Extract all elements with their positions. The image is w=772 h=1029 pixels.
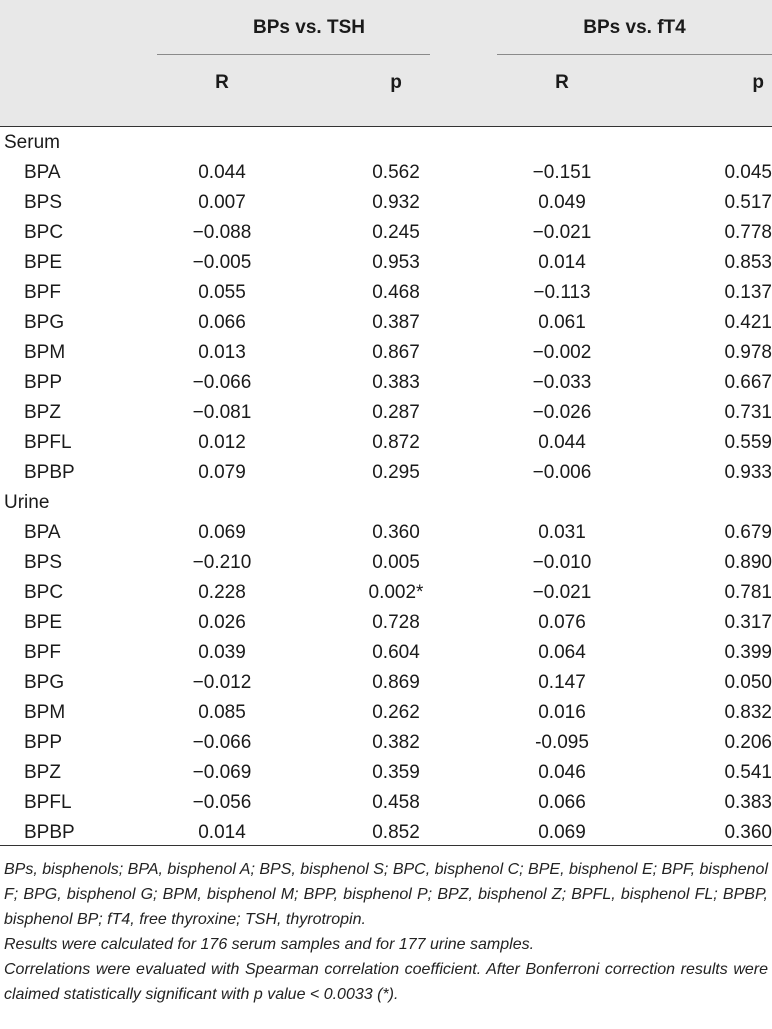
table-row — [0, 698, 772, 728]
ft4-r-value: −0.021 — [532, 222, 592, 243]
bisphenol-name: BPP — [24, 732, 63, 753]
bisphenol-name: BPG — [24, 672, 65, 693]
tsh-p-value: 0.387 — [372, 312, 420, 333]
tsh-r-value: −0.005 — [192, 252, 252, 273]
ft4-r-value: 0.061 — [538, 312, 586, 333]
tsh-p-value: 0.245 — [372, 222, 420, 243]
ft4-p-value: 0.890 — [724, 552, 772, 573]
bisphenol-name: BPE — [24, 252, 63, 273]
ft4-p-value: 0.853 — [724, 252, 772, 273]
table-row — [0, 188, 772, 218]
col-header-r-ft4: R — [555, 72, 569, 93]
bisphenol-name: BPS — [24, 552, 63, 573]
header-rule — [0, 126, 772, 127]
ft4-p-value: 0.978 — [724, 342, 772, 363]
ft4-r-value: −0.021 — [532, 582, 592, 603]
footnote-abbreviations: BPs, bisphenols; BPA, bisphenol A; BPS, bisphenol S; BPC, bisphenol C; BPE, bisphenol E; BPF, bisphenol F; BPG, bisphenol G; BPM, bisphenol M; BPP, bisphenol P; BPZ, bisphenol Z; BPFL, bisphenol FL; BPBP, bisphenol BP; fT4, free thyroxine; TSH, thyrotropin. — [4, 861, 768, 928]
col-header-p-ft4: p — [752, 72, 764, 93]
section-row — [0, 488, 772, 518]
table-row — [0, 338, 772, 368]
col-header-p-tsh: p — [390, 72, 402, 93]
table-row — [0, 668, 772, 698]
table-row — [0, 608, 772, 638]
ft4-p-value: 0.399 — [724, 642, 772, 663]
ft4-p-value: 0.317 — [724, 612, 772, 633]
tsh-p-value: 0.295 — [372, 462, 420, 483]
bisphenol-name: BPC — [24, 222, 64, 243]
group-header-tsh: BPs vs. TSH — [253, 17, 365, 38]
tsh-r-value: 0.012 — [198, 432, 246, 453]
ft4-r-value: −0.010 — [532, 552, 592, 573]
tsh-p-value: 0.468 — [372, 282, 420, 303]
ft4-p-value: 0.541 — [724, 762, 772, 783]
bisphenol-name: BPS — [24, 192, 63, 213]
table-row — [0, 638, 772, 668]
ft4-p-value: 0.731 — [724, 402, 772, 423]
bisphenol-name: BPBP — [24, 462, 75, 483]
tsh-r-value: 0.228 — [198, 582, 246, 603]
tsh-r-value: −0.088 — [192, 222, 252, 243]
table-row — [0, 308, 772, 338]
tsh-p-value: 0.869 — [372, 672, 420, 693]
footnote-methods: Correlations were evaluated with Spearman correlation coefficient. After Bonferroni correction results were claimed statistically significant with p value < 0.0033 (*). — [4, 961, 768, 1003]
tsh-r-value: −0.081 — [192, 402, 252, 423]
tsh-r-value: −0.210 — [192, 552, 252, 573]
ft4-p-value: 0.050 — [724, 672, 772, 693]
ft4-r-value: −0.033 — [532, 372, 592, 393]
table-row — [0, 788, 772, 818]
tsh-r-value: 0.007 — [198, 192, 246, 213]
ft4-r-value: −0.002 — [532, 342, 592, 363]
table-row — [0, 428, 772, 458]
tsh-r-value: 0.044 — [198, 162, 246, 183]
ft4-p-value: 0.517 — [724, 192, 772, 213]
ft4-r-value: 0.031 — [538, 522, 586, 543]
bisphenol-name: BPA — [24, 522, 61, 543]
ft4-p-value: 0.667 — [724, 372, 772, 393]
group-underline-ft4 — [497, 54, 772, 55]
ft4-r-value: 0.147 — [538, 672, 586, 693]
footnote-sample-size: Results were calculated for 176 serum samples and for 177 urine samples. — [4, 936, 535, 953]
bisphenol-name: BPBP — [24, 822, 75, 843]
tsh-r-value: 0.039 — [198, 642, 246, 663]
ft4-p-value: 0.679 — [724, 522, 772, 543]
ft4-r-value: 0.046 — [538, 762, 586, 783]
tsh-p-value: 0.382 — [372, 732, 420, 753]
ft4-r-value: −0.026 — [532, 402, 592, 423]
bisphenol-name: BPF — [24, 642, 61, 663]
tsh-r-value: −0.066 — [192, 372, 252, 393]
tsh-p-value: 0.360 — [372, 522, 420, 543]
ft4-p-value: 0.832 — [724, 702, 772, 723]
bisphenol-name: BPE — [24, 612, 63, 633]
ft4-r-value: 0.049 — [538, 192, 586, 213]
tsh-p-value: 0.867 — [372, 342, 420, 363]
table-row — [0, 158, 772, 188]
ft4-r-value: 0.014 — [538, 252, 586, 273]
col-header-r-tsh: R — [215, 72, 229, 93]
tsh-p-value: 0.953 — [372, 252, 420, 273]
table-row — [0, 398, 772, 428]
bisphenol-name: BPZ — [24, 402, 61, 423]
section-row — [0, 128, 772, 158]
table-row — [0, 548, 772, 578]
group-underline-tsh — [157, 54, 430, 55]
table-row — [0, 518, 772, 548]
tsh-r-value: 0.013 — [198, 342, 246, 363]
ft4-r-value: −0.113 — [533, 282, 591, 303]
table-row — [0, 248, 772, 278]
ft4-r-value: 0.069 — [538, 822, 586, 843]
tsh-p-value: 0.262 — [372, 702, 420, 723]
ft4-p-value: 0.559 — [724, 432, 772, 453]
ft4-p-value: 0.421 — [724, 312, 772, 333]
bisphenol-name: BPZ — [24, 762, 61, 783]
bisphenol-name: BPM — [24, 342, 66, 363]
table-row — [0, 578, 772, 608]
ft4-r-value: −0.151 — [532, 162, 592, 183]
ft4-p-value: 0.045 — [724, 162, 772, 183]
tsh-p-value: 0.872 — [372, 432, 420, 453]
ft4-r-value: 0.076 — [538, 612, 586, 633]
tsh-p-value: 0.852 — [372, 822, 420, 843]
table-bottom-rule — [0, 845, 772, 846]
section-label: Serum — [4, 132, 60, 153]
tsh-r-value: 0.014 — [198, 822, 246, 843]
ft4-p-value: 0.360 — [724, 822, 772, 843]
ft4-r-value: -0.095 — [535, 732, 589, 753]
ft4-p-value: 0.137 — [724, 282, 772, 303]
tsh-r-value: 0.026 — [198, 612, 246, 633]
ft4-r-value: 0.016 — [538, 702, 586, 723]
tsh-r-value: −0.066 — [192, 732, 252, 753]
tsh-p-value: 0.604 — [372, 642, 420, 663]
tsh-r-value: 0.055 — [198, 282, 246, 303]
tsh-p-value: 0.383 — [372, 372, 420, 393]
tsh-p-value: 0.458 — [372, 792, 420, 813]
table-row — [0, 458, 772, 488]
tsh-p-value: 0.005 — [372, 552, 420, 573]
tsh-p-value: 0.359 — [372, 762, 420, 783]
tsh-p-value: 0.932 — [372, 192, 420, 213]
ft4-p-value: 0.933 — [724, 462, 772, 483]
bisphenol-name: BPA — [24, 162, 61, 183]
tsh-r-value: −0.069 — [192, 762, 252, 783]
table-row — [0, 758, 772, 788]
tsh-r-value: −0.012 — [192, 672, 252, 693]
table-row — [0, 218, 772, 248]
tsh-r-value: 0.066 — [198, 312, 246, 333]
tsh-p-value: 0.728 — [372, 612, 420, 633]
tsh-p-value: 0.287 — [372, 402, 420, 423]
tsh-r-value: 0.069 — [198, 522, 246, 543]
bisphenol-name: BPC — [24, 582, 64, 603]
ft4-p-value: 0.781 — [724, 582, 772, 603]
bisphenol-name: BPFL — [24, 432, 72, 453]
group-header-ft4: BPs vs. fT4 — [583, 17, 686, 38]
ft4-r-value: 0.066 — [538, 792, 586, 813]
tsh-p-value: 0.002* — [368, 582, 424, 603]
table-row — [0, 368, 772, 398]
tsh-r-value: 0.085 — [198, 702, 246, 723]
bisphenol-name: BPF — [24, 282, 61, 303]
ft4-p-value: 0.206 — [724, 732, 772, 753]
bisphenol-name: BPFL — [24, 792, 72, 813]
bisphenol-name: BPG — [24, 312, 65, 333]
ft4-r-value: 0.064 — [538, 642, 586, 663]
tsh-r-value: 0.079 — [198, 462, 246, 483]
ft4-p-value: 0.778 — [724, 222, 772, 243]
tsh-r-value: −0.056 — [192, 792, 252, 813]
ft4-r-value: 0.044 — [538, 432, 586, 453]
table-row — [0, 728, 772, 758]
ft4-r-value: −0.006 — [532, 462, 592, 483]
table-row — [0, 278, 772, 308]
table-row — [0, 818, 772, 848]
ft4-p-value: 0.383 — [724, 792, 772, 813]
section-label: Urine — [4, 492, 50, 513]
bisphenol-name: BPP — [24, 372, 63, 393]
tsh-p-value: 0.562 — [372, 162, 420, 183]
bisphenol-name: BPM — [24, 702, 66, 723]
